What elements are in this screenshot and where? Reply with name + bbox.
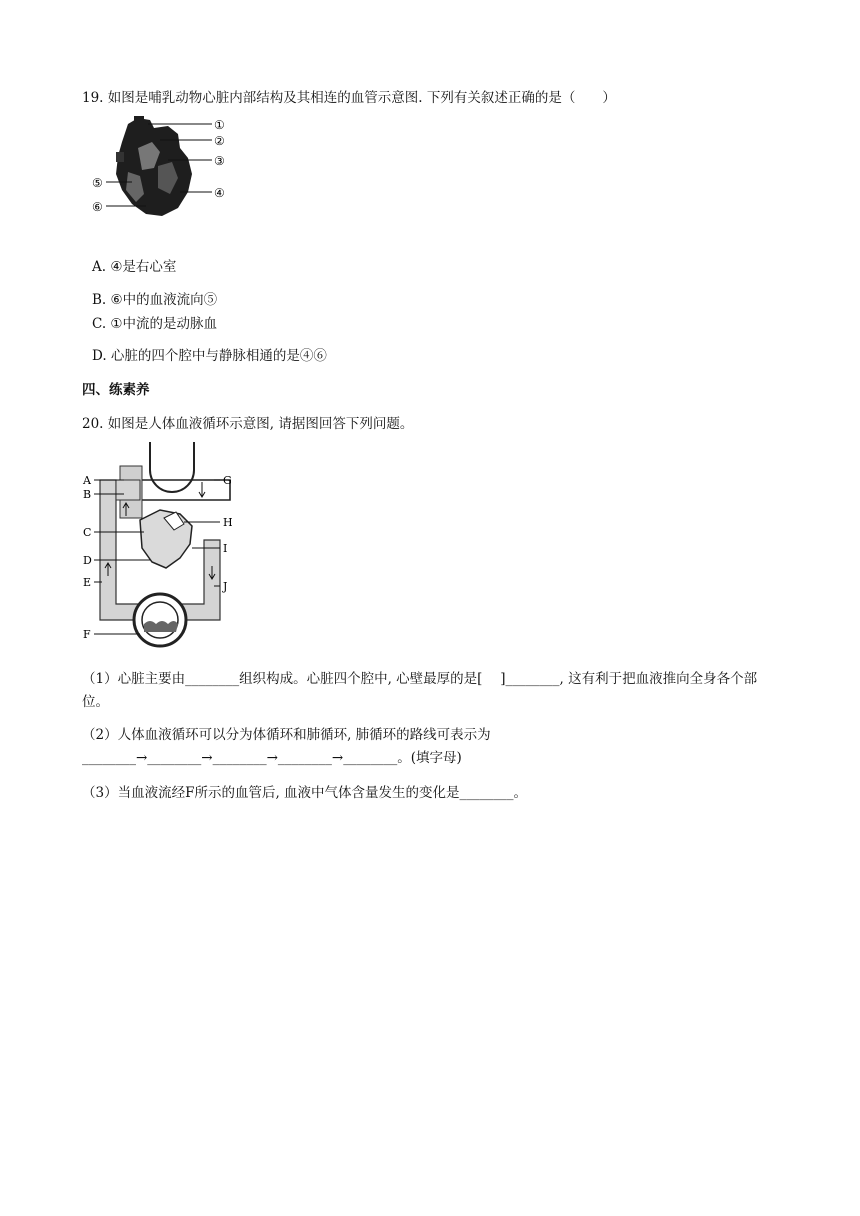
circ-label-g: G (223, 474, 232, 487)
question-20-part-1: （1）心脏主要由________组织构成。心脏四个腔中, 心壁最厚的是[ ]________, 这有利于把血液推向全身各个部位。 (82, 671, 758, 710)
option-d: D. 心脏的四个腔中与静脉相通的是④⑥ (92, 348, 327, 364)
circ-label-i: I (223, 542, 228, 555)
circ-label-f: F (83, 628, 91, 641)
question-20-part-3: （3）当血液流经F所示的血管后, 血液中气体含量发生的变化是________。 (82, 785, 528, 801)
heart-label-1: ① (214, 118, 225, 132)
circ-label-b: B (83, 488, 92, 501)
question-20-stem: 20. 如图是人体血液循环示意图, 请据图回答下列问题。 (82, 416, 414, 432)
option-a: A. ④是右心室 (92, 259, 177, 275)
circ-label-c: C (83, 526, 92, 539)
circ-label-a: A (83, 474, 91, 487)
question-19-stem: 19. 如图是哺乳动物心脏内部结构及其相连的血管示意图. 下列有关叙述正确的是（ ） (82, 90, 616, 106)
circ-label-j: J (223, 580, 228, 593)
heart-label-5: ⑤ (92, 176, 103, 190)
circ-label-h: H (223, 516, 233, 529)
heart-label-6: ⑥ (92, 200, 103, 214)
heart-label-3: ③ (214, 154, 225, 168)
blood-circulation-diagram (80, 440, 250, 650)
heart-structure-diagram (88, 112, 238, 224)
section-heading: 四、练素养 (82, 382, 150, 398)
option-c: C. ①中流的是动脉血 (92, 316, 218, 332)
heart-label-2: ② (214, 134, 225, 148)
circ-label-d: D (83, 554, 92, 567)
circ-label-e: E (83, 576, 92, 589)
option-b: B. ⑥中的血液流向⑤ (92, 292, 218, 308)
question-20-part-2: （2）人体血液循环可以分为体循环和肺循环, 肺循环的路线可表示为________→________→________→________→________。(填字母) (82, 727, 491, 766)
heart-label-4: ④ (214, 186, 225, 200)
